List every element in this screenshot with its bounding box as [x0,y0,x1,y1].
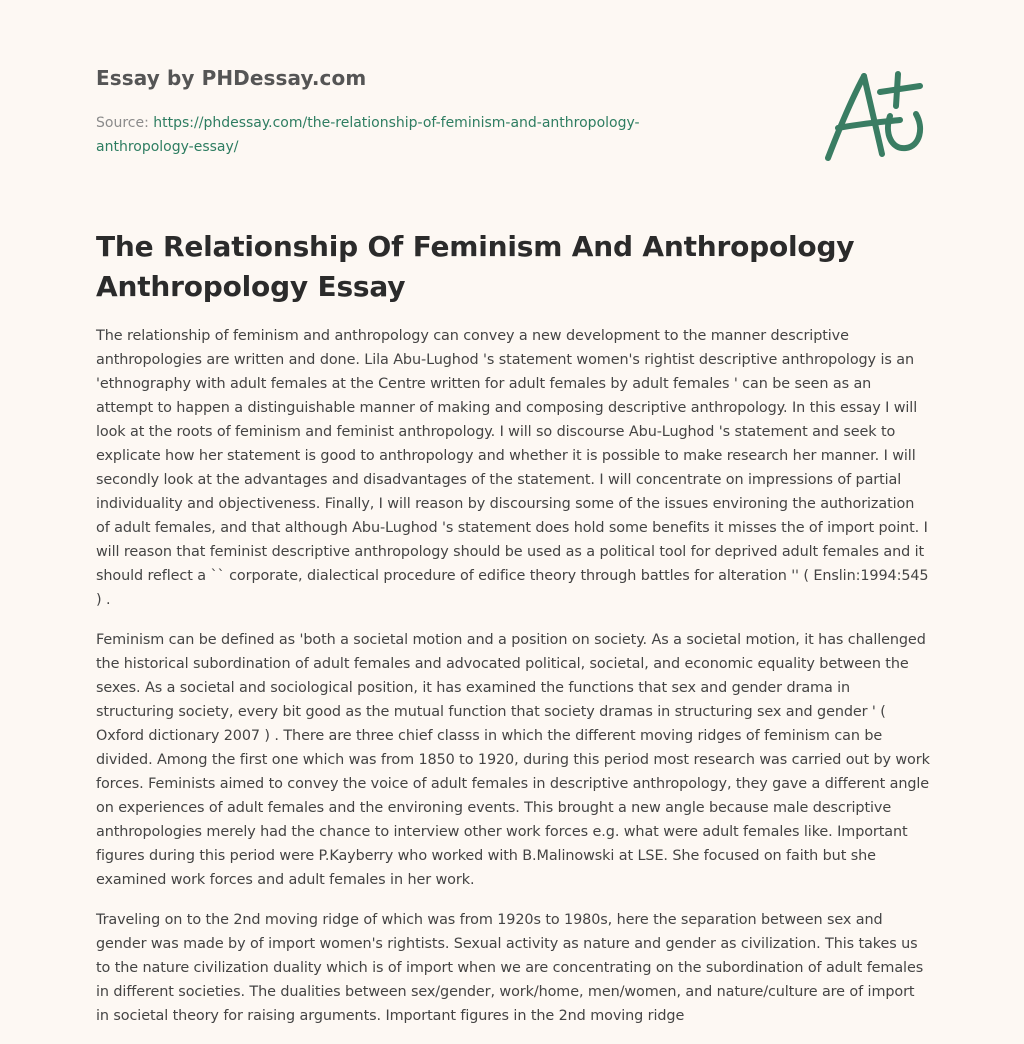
a-plus-logo-icon [824,68,928,168]
source-line [96,111,716,159]
source-link[interactable]: https://phdessay.com/the-relationship-of-feminism-and-anthropology-anthropology-essay/ [96,115,640,155]
essay-title: The Relationship Of Feminism And Anthropology Anthropology Essay [96,230,855,303]
body-paragraph: Traveling on to the 2nd moving ridge of which was from 1920s to 1980s, here the separation between sex and gender was made by of import women's rightists. Sexual activity as nature and gender as civilization. This takes us to the nature civilization duality which is of import when we are concentrating on the subordination of adult females in different societies. The dualities between sex/gender, work/home, men/women, and nature/culture are of import in societal theory for raising arguments. Important figures in the 2nd moving ridge [96,912,924,1024]
body-paragraph: The relationship of feminism and anthropology can convey a new development to the manner descriptive anthropologies are written and done. Lila Abu-Lughod 's statement women's rightist descriptive anthropology is an 'ethnography with adult females at the Centre written for adult females by adult females ' can be seen as an attempt to happen a distinguishable manner of making and composing descriptive anthropology. In this essay I will look at the roots of feminism and feminist anthropology. I will so discourse Abu-Lughod 's statement and seek to explicate how her statement is good to anthropology and whether it is possible to make research her manner. I will secondly look at the advantages and disadvantages of the statement. I will concentrate on impressions of partial individuality and objectiveness. Finally, I will reason by discoursing some of the issues environing the authorization of adult females, and that although Abu-Lughod 's statement does hold some benefits it misses the of import point. I will reason that feminist descriptive anthropology should be used as a political tool for deprived adult females and it should reflect a `` corporate, dialectical procedure of edifice theory through battles for alteration '' ( Enslin:1994:545 ) . [96,328,929,608]
source-label: Source: [96,115,154,131]
brand-name: Essay by PHDessay.com [96,66,367,90]
a-plus-logo-graphic [824,68,928,168]
body-paragraph: Feminism can be defined as 'both a societal motion and a position on society. As a societal motion, it has challenged the historical subordination of adult females and advocated political, societal, and economic equality between the sexes. As a societal and sociological position, it has examined the functions that sex and gender drama in structuring society, every bit good as the mutual function that society dramas in structuring sex and gender ' ( Oxford dictionary 2007 ) . There are three chief classs in which the different moving ridges of feminism can be divided. Among the first one which was from 1850 to 1920, during this period most research was carried out by work forces. Feminists aimed to convey the voice of adult females in descriptive anthropology, they gave a different angle on experiences of adult females and the environing events. This brought a new angle because male descriptive anthropologies merely had the chance to interview other work forces e.g. what were adult females like. Important figures during this period were P.Kayberry who worked with B.Malinowski at LSE. She focused on faith but she examined work forces and adult females in her work. [96,632,930,888]
essay-body [96,324,930,1044]
